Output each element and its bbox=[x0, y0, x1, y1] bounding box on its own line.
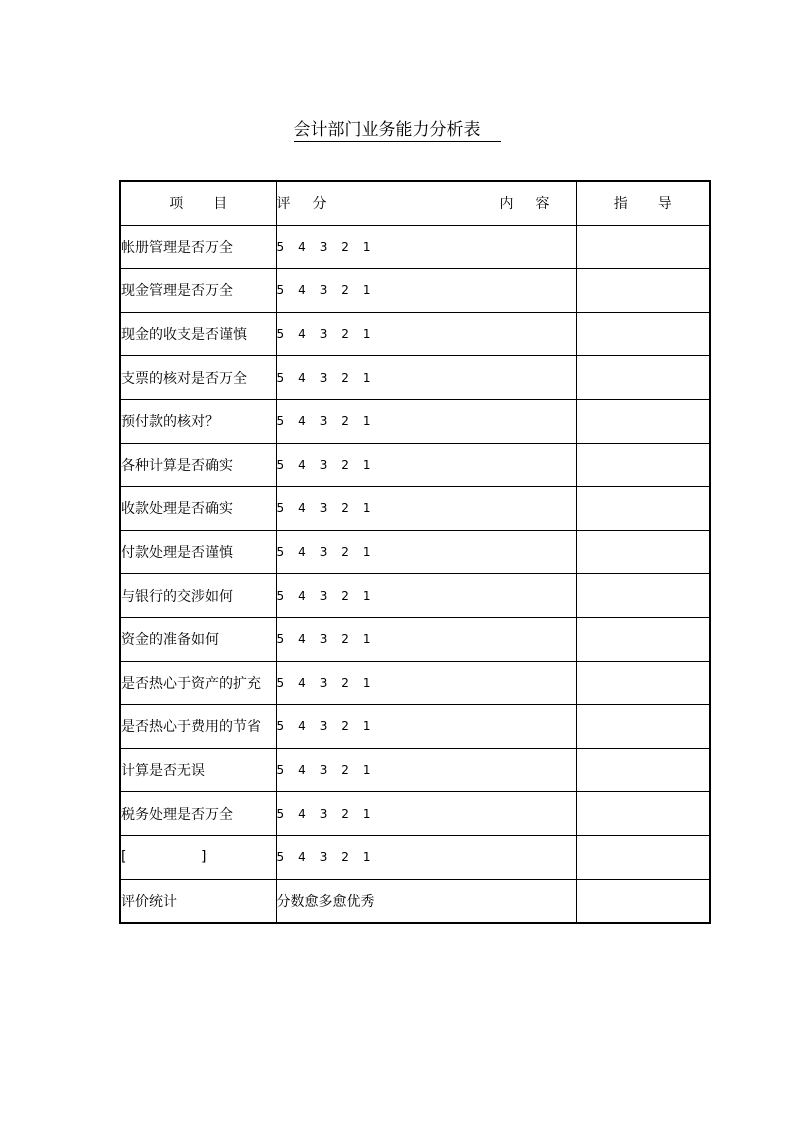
guide-cell bbox=[576, 487, 710, 531]
score-scale bbox=[277, 283, 385, 297]
score-scale bbox=[277, 414, 385, 428]
score-option: 5 bbox=[276, 283, 285, 298]
score-option: 2 bbox=[341, 239, 349, 254]
score-option: 1 bbox=[362, 588, 371, 603]
score-cell bbox=[276, 530, 576, 574]
score-option: 3 bbox=[319, 675, 328, 690]
score-option: 4 bbox=[298, 675, 306, 690]
score-cell bbox=[276, 269, 576, 313]
table-row bbox=[120, 225, 710, 269]
page-title bbox=[0, 118, 794, 142]
guide-cell bbox=[576, 443, 710, 487]
score-option: 1 bbox=[362, 501, 371, 516]
header-item-b: 目 bbox=[213, 196, 228, 213]
score-scale bbox=[277, 501, 385, 515]
score-option: 5 bbox=[276, 239, 285, 254]
item-cell bbox=[120, 617, 276, 661]
score-option: 1 bbox=[362, 457, 371, 472]
score-cell bbox=[276, 443, 576, 487]
item-cell bbox=[120, 574, 276, 618]
score-scale bbox=[277, 850, 385, 864]
score-option: 3 bbox=[319, 850, 328, 865]
guide-cell bbox=[576, 574, 710, 618]
item-cell bbox=[120, 312, 276, 356]
table-row bbox=[120, 530, 710, 574]
score-option: 3 bbox=[319, 632, 328, 647]
score-cell bbox=[276, 835, 576, 879]
item-cell bbox=[120, 661, 276, 705]
guide-cell bbox=[576, 225, 710, 269]
score-option: 1 bbox=[362, 239, 371, 254]
score-option: 3 bbox=[319, 501, 328, 516]
score-option: 1 bbox=[362, 632, 371, 647]
score-option: 3 bbox=[319, 283, 328, 298]
score-option: 3 bbox=[319, 457, 328, 472]
score-cell bbox=[276, 356, 576, 400]
header-content-a: 内 bbox=[499, 196, 514, 213]
item-label: 计算是否无误 bbox=[121, 763, 205, 780]
score-option: 3 bbox=[319, 763, 328, 778]
score-cell bbox=[276, 399, 576, 443]
item-cell bbox=[120, 705, 276, 749]
score-option: 3 bbox=[319, 719, 328, 734]
score-scale bbox=[277, 763, 385, 777]
blank-item-open-bracket: [ bbox=[121, 849, 127, 866]
item-label: 是否热心于费用的节省 bbox=[121, 719, 261, 736]
score-option: 2 bbox=[341, 283, 349, 298]
score-option: 2 bbox=[341, 501, 349, 516]
guide-cell bbox=[576, 530, 710, 574]
score-option: 2 bbox=[341, 327, 349, 342]
score-cell bbox=[276, 792, 576, 836]
score-option: 1 bbox=[362, 545, 371, 560]
score-scale bbox=[277, 589, 385, 603]
score-option: 3 bbox=[319, 545, 328, 560]
score-scale bbox=[277, 458, 385, 472]
guide-cell bbox=[576, 399, 710, 443]
score-option: 2 bbox=[341, 545, 349, 560]
table-row bbox=[120, 792, 710, 836]
score-option: 5 bbox=[276, 545, 285, 560]
score-option: 4 bbox=[298, 632, 306, 647]
item-label: 帐册管理是否万全 bbox=[121, 239, 233, 256]
table-row bbox=[120, 312, 710, 356]
score-cell bbox=[276, 705, 576, 749]
score-option: 2 bbox=[341, 806, 349, 821]
score-option: 1 bbox=[362, 763, 371, 778]
score-option: 2 bbox=[341, 414, 349, 429]
score-option: 2 bbox=[341, 763, 349, 778]
score-scale bbox=[277, 632, 385, 646]
item-label: 与银行的交涉如何 bbox=[121, 588, 233, 605]
item-label: 现金的收支是否谨慎 bbox=[121, 327, 247, 344]
score-cell bbox=[276, 312, 576, 356]
score-option: 4 bbox=[298, 806, 306, 821]
score-option: 1 bbox=[362, 283, 371, 298]
score-option: 3 bbox=[319, 370, 328, 385]
header-row bbox=[120, 181, 710, 225]
score-option: 1 bbox=[362, 850, 371, 865]
item-cell bbox=[120, 443, 276, 487]
score-option: 1 bbox=[362, 370, 371, 385]
header-guide-a: 指 bbox=[613, 196, 628, 213]
score-option: 5 bbox=[276, 806, 285, 821]
guide-cell bbox=[576, 661, 710, 705]
score-option: 4 bbox=[298, 414, 306, 429]
score-option: 1 bbox=[362, 719, 371, 734]
item-label: 付款处理是否谨慎 bbox=[121, 545, 233, 562]
guide-cell bbox=[576, 269, 710, 313]
score-option: 5 bbox=[276, 588, 285, 603]
table-row bbox=[120, 356, 710, 400]
item-label: 税务处理是否万全 bbox=[121, 806, 233, 823]
score-option: 3 bbox=[319, 414, 328, 429]
score-option: 2 bbox=[341, 370, 349, 385]
table-row bbox=[120, 835, 710, 879]
title-text: 会计部门业务能力分析表 bbox=[294, 119, 501, 142]
score-option: 1 bbox=[362, 806, 371, 821]
score-cell bbox=[276, 487, 576, 531]
table-row bbox=[120, 443, 710, 487]
item-cell bbox=[120, 399, 276, 443]
header-item-a: 项 bbox=[169, 196, 184, 213]
score-option: 4 bbox=[298, 283, 306, 298]
score-option: 4 bbox=[298, 719, 306, 734]
item-cell bbox=[120, 225, 276, 269]
score-option: 4 bbox=[298, 588, 306, 603]
score-option: 5 bbox=[276, 370, 285, 385]
score-option: 4 bbox=[298, 501, 306, 516]
header-guide-cell bbox=[576, 181, 710, 225]
guide-cell bbox=[576, 705, 710, 749]
score-scale bbox=[277, 240, 385, 254]
score-cell bbox=[276, 661, 576, 705]
score-option: 5 bbox=[276, 632, 285, 647]
item-label: 是否热心于资产的扩充 bbox=[121, 675, 261, 692]
score-cell bbox=[276, 574, 576, 618]
score-option: 1 bbox=[362, 327, 371, 342]
score-option: 3 bbox=[319, 806, 328, 821]
score-scale bbox=[277, 371, 385, 385]
summary-note: 分数愈多愈优秀 bbox=[276, 879, 576, 923]
item-label: 收款处理是否确实 bbox=[121, 501, 233, 518]
score-option: 2 bbox=[341, 632, 349, 647]
item-cell bbox=[120, 356, 276, 400]
score-scale bbox=[277, 545, 385, 559]
score-option: 2 bbox=[341, 850, 349, 865]
header-guide-b: 导 bbox=[657, 196, 672, 213]
score-option: 4 bbox=[298, 327, 306, 342]
score-scale bbox=[277, 327, 385, 341]
score-option: 5 bbox=[276, 327, 285, 342]
summary-label: 评价统计 bbox=[120, 879, 276, 923]
score-option: 4 bbox=[298, 239, 306, 254]
header-score-b: 分 bbox=[312, 196, 327, 213]
score-option: 2 bbox=[341, 457, 349, 472]
score-option: 5 bbox=[276, 850, 285, 865]
score-scale bbox=[277, 676, 385, 690]
score-option: 3 bbox=[319, 327, 328, 342]
item-cell bbox=[120, 792, 276, 836]
score-option: 2 bbox=[341, 675, 349, 690]
item-cell bbox=[120, 530, 276, 574]
summary-row bbox=[120, 879, 710, 923]
evaluation-table bbox=[119, 180, 711, 924]
item-label: 现金管理是否万全 bbox=[121, 283, 233, 300]
score-cell bbox=[276, 617, 576, 661]
header-content-b: 容 bbox=[535, 196, 550, 213]
score-option: 3 bbox=[319, 588, 328, 603]
score-option: 1 bbox=[362, 675, 371, 690]
table-row bbox=[120, 661, 710, 705]
table-row bbox=[120, 269, 710, 313]
item-cell bbox=[120, 269, 276, 313]
score-option: 2 bbox=[341, 588, 349, 603]
score-scale bbox=[277, 719, 385, 733]
header-item-cell bbox=[120, 181, 276, 225]
score-option: 5 bbox=[276, 414, 285, 429]
table-row bbox=[120, 748, 710, 792]
score-option: 4 bbox=[298, 545, 306, 560]
score-option: 4 bbox=[298, 370, 306, 385]
item-label: 支票的核对是否万全 bbox=[121, 370, 247, 387]
guide-cell bbox=[576, 617, 710, 661]
score-option: 5 bbox=[276, 501, 285, 516]
item-cell bbox=[120, 487, 276, 531]
item-cell bbox=[120, 835, 276, 879]
guide-cell bbox=[576, 312, 710, 356]
guide-cell bbox=[576, 356, 710, 400]
header-score-a: 评 bbox=[276, 196, 291, 213]
score-cell bbox=[276, 748, 576, 792]
header-content bbox=[500, 193, 550, 213]
guide-cell bbox=[576, 835, 710, 879]
header-score-cell bbox=[276, 181, 576, 225]
score-option: 5 bbox=[276, 457, 285, 472]
guide-cell bbox=[576, 748, 710, 792]
item-label: 预付款的核对？ bbox=[121, 414, 219, 431]
score-cell bbox=[276, 225, 576, 269]
item-label: 资金的准备如何 bbox=[121, 632, 219, 649]
score-option: 4 bbox=[298, 763, 306, 778]
blank-item-close-bracket: ] bbox=[201, 849, 207, 866]
table-row bbox=[120, 574, 710, 618]
score-option: 3 bbox=[319, 239, 328, 254]
summary-guide-cell bbox=[576, 879, 710, 923]
score-option: 5 bbox=[276, 719, 285, 734]
item-label: 各种计算是否确实 bbox=[121, 457, 233, 474]
guide-cell bbox=[576, 792, 710, 836]
score-option: 4 bbox=[298, 457, 306, 472]
table-row bbox=[120, 399, 710, 443]
table-row bbox=[120, 487, 710, 531]
score-option: 5 bbox=[276, 763, 285, 778]
score-option: 2 bbox=[341, 719, 349, 734]
score-scale bbox=[277, 807, 385, 821]
table-row bbox=[120, 705, 710, 749]
score-option: 4 bbox=[298, 850, 306, 865]
score-option: 1 bbox=[362, 414, 371, 429]
table-row bbox=[120, 617, 710, 661]
item-cell bbox=[120, 748, 276, 792]
score-option: 5 bbox=[276, 675, 285, 690]
